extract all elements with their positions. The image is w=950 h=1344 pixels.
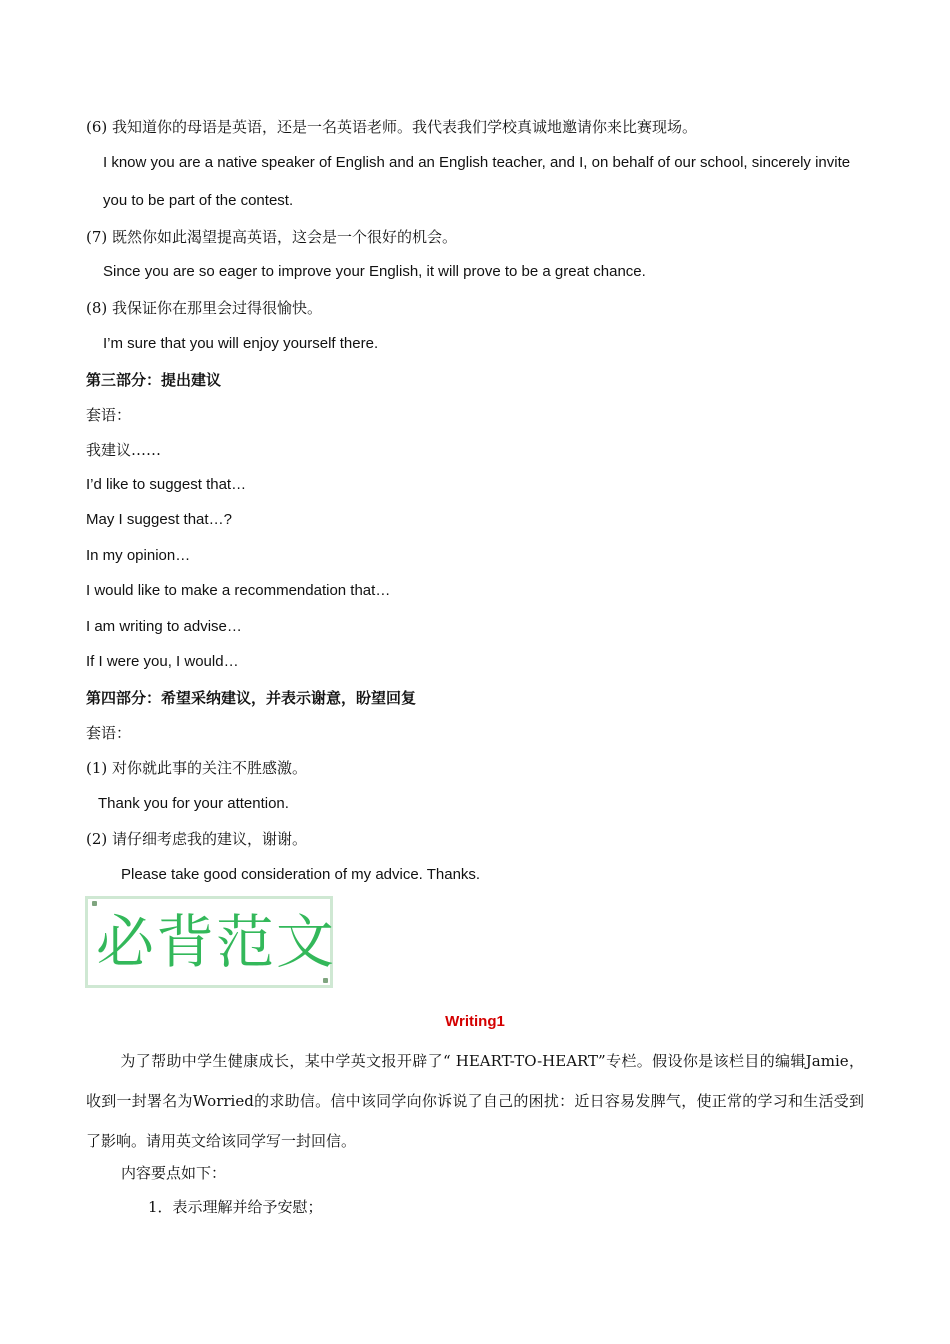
phrase-7-cn: (7) 既然你如此渴望提高英语，这会是一个很好的机会。 (86, 228, 458, 246)
phrase-6-en-line1: I know you are a native speaker of English and an English teacher, and I, on behalf of our school, sincerely invite (103, 154, 851, 171)
writing-title: Writing1 (445, 1013, 505, 1030)
corner-dot-icon (92, 901, 97, 906)
phrase-8-cn: (8) 我保证你在那里会过得很愉快。 (86, 299, 323, 317)
part3-cn: 我建议…… (86, 441, 162, 459)
part4-item2-cn: (2) 请仔细考虑我的建议，谢谢。 (86, 830, 308, 848)
writing-prompt-text: 为了帮助中学生健康成长，某中学英文报开辟了“ HEART-TO-HEART”专栏。假设你是该栏目的编辑Jamie，收到一封署名为Worried的求助信。信中该同学向你诉说了自己的困扰：近日容易发脾气，使正常的学习和生活受到了影响。请用英文给该同学写一封回信。 (86, 1052, 864, 1150)
part3-phrase: I am writing to advise… (86, 618, 242, 635)
part3-phrase: I would like to make a recommendation that… (86, 582, 391, 599)
part3-phrase: I’d like to suggest that… (86, 476, 247, 493)
part4-item2-en: Please take good consideration of my advice. Thanks. (121, 866, 481, 883)
part3-label: 套语： (86, 406, 132, 424)
part4-item1-en: Thank you for your attention. (98, 795, 289, 812)
part4-label: 套语： (86, 724, 132, 742)
must-recite-banner-image (85, 896, 337, 988)
part3-heading: 第三部分：提出建议 (86, 371, 222, 389)
part3-phrase: If I were you, I would… (86, 653, 239, 670)
phrase-6-en-line2: you to be part of the contest. (103, 192, 294, 209)
corner-dot-icon (323, 978, 328, 983)
banner-text: 必背范文 (96, 908, 337, 976)
phrase-6-cn: (6) 我知道你的母语是英语，还是一名英语老师。我代表我们学校真诚地邀请你来比赛现场。 (86, 118, 698, 136)
part3-phrase: May I suggest that…? (86, 511, 232, 528)
part4-item1-cn: (1) 对你就此事的关注不胜感激。 (86, 759, 308, 777)
phrase-8-en: I’m sure that you will enjoy yourself there. (103, 335, 379, 352)
part3-phrase: In my opinion… (86, 547, 191, 564)
part4-heading: 第四部分：希望采纳建议，并表示谢意，盼望回复 (86, 689, 417, 707)
writing-prompt-paragraph (86, 1041, 864, 1161)
point-1: 1．表示理解并给予安慰； (148, 1198, 323, 1216)
points-label: 内容要点如下： (121, 1164, 227, 1182)
phrase-7-en: Since you are so eager to improve your English, it will prove to be a great chance. (103, 263, 646, 280)
